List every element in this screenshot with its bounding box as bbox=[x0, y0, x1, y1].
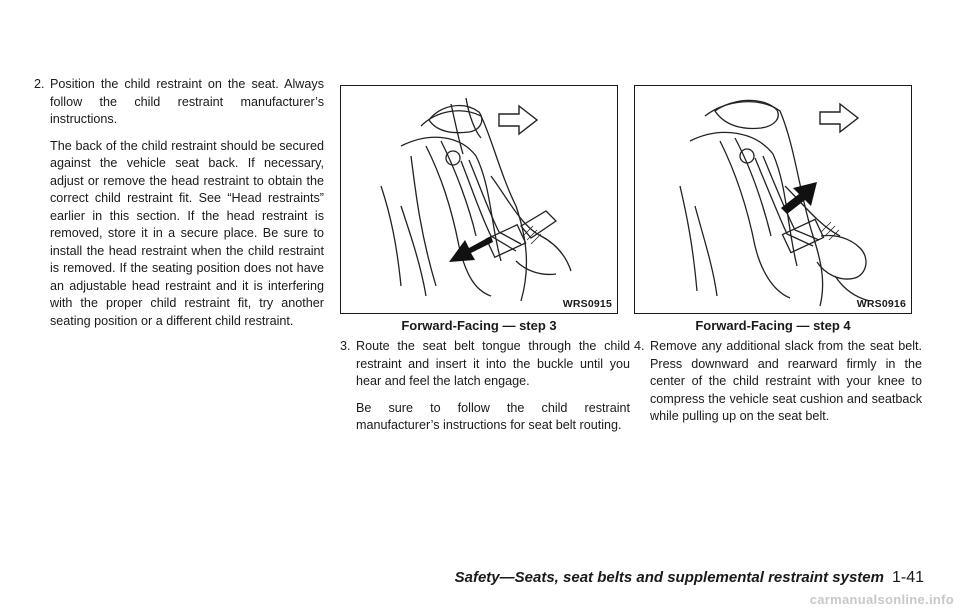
section-title: Safety—Seats, seat belts and supplemental restraint system bbox=[454, 569, 884, 586]
step-4-block bbox=[634, 338, 922, 426]
figure-code: WRS0916 bbox=[856, 298, 906, 310]
page-footer bbox=[455, 569, 924, 587]
step-text: Remove any additional slack from the seat belt. Press downward and rearward firmly in the center of the child restraint with your knee to compress the vehicle seat cushion and seatback while pulling up on the seat belt. bbox=[650, 339, 922, 423]
figure-code: WRS0915 bbox=[562, 298, 612, 310]
step-number: 4. bbox=[634, 339, 645, 353]
seat-belt-tighten-illustration-icon bbox=[635, 86, 910, 312]
step-2 bbox=[34, 76, 324, 129]
step-3 bbox=[340, 338, 630, 391]
step-number: 3. bbox=[340, 339, 351, 353]
page-number: 1-41 bbox=[891, 569, 924, 586]
figure-caption: Forward-Facing — step 4 bbox=[695, 318, 851, 333]
seat-belt-tongue-illustration-icon bbox=[341, 86, 616, 312]
step-2-block bbox=[34, 76, 324, 330]
step-2-paragraph: The back of the child restraint should be secured against the vehicle seat back. If necessary, adjust or remove the head restraint to obtain the correct child restraint fit. See “Head restraints” earlier in this section. If the head restraint is removed, store it in a secure place. Be sure to install the head restraint when the child restraint is removed. If the seating position does not have an adjustable head restraint and it is interfering with the proper child restraint fit, try another seating position or a different child restraint. bbox=[50, 138, 324, 328]
figure-caption: Forward-Facing — step 3 bbox=[401, 318, 557, 333]
figure-step-3 bbox=[340, 85, 618, 314]
figure-step-4 bbox=[634, 85, 912, 314]
step-text: Route the seat belt tongue through the child restraint and insert it into the buckle until you hear and feel the latch engage. bbox=[356, 339, 630, 388]
step-text: Position the child restraint on the seat. Always follow the child restraint manufacturer’s instructions. bbox=[50, 77, 324, 126]
step-3-paragraph: Be sure to follow the child restraint manufacturer’s instructions for seat belt routing. bbox=[356, 400, 630, 432]
step-3-block bbox=[340, 338, 630, 435]
step-4 bbox=[634, 338, 922, 426]
watermark: carmanualsonline.info bbox=[809, 592, 954, 607]
step-number: 2. bbox=[34, 77, 45, 91]
